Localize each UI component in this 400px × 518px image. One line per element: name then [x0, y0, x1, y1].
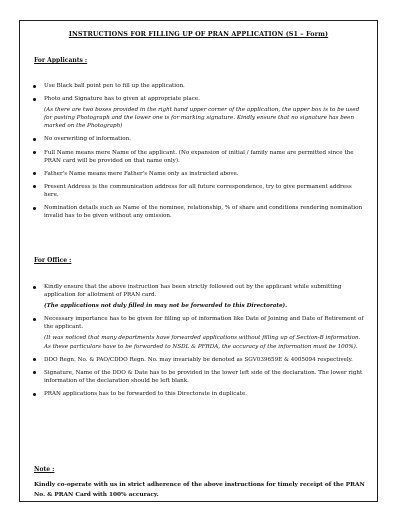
list-item: No overwriting of information.: [32, 135, 365, 143]
bullet-icon: [33, 358, 36, 361]
bullet-icon: [33, 393, 36, 396]
office-heading: For Office :: [34, 257, 72, 264]
item-note: (The applications not duly filled in may not be forwarded to this Directorate).: [44, 303, 288, 310]
list-item: Signature, Name of the DDO & Date has to be provided in the lower left side of the declaration. The lower right information of the declaration should be left blank.: [32, 369, 365, 385]
applicants-heading: For Applicants :: [34, 57, 88, 64]
bullet-icon: [33, 286, 36, 289]
list-item: Photo and Signature has to given at appropriate place. (As there are two boxes provided in the right hand upper corner of the application, the upper box is to be used for pasting Photograph and the lower one is for marking signature. Kindly ensure that no signature has been marked on the Photograph): [32, 95, 365, 130]
bullet-icon: [33, 138, 36, 141]
bullet-icon: [33, 185, 36, 188]
bullet-icon: [33, 207, 36, 210]
item-note: (As there are two boxes provided in the right hand upper corner of the application, the upper box is to be used for pasting Photograph and the lower one is for marking signature. Kindly ensure that no signature has been marked on the Photograph): [44, 107, 360, 130]
list-item: DDO Regn. No. & PAO/CDDO Regn. No. may invariably be denoted as SGV039659E & 4005094 respectively.: [32, 356, 365, 364]
list-item: Use Black ball point pen to fill up the application.: [32, 82, 365, 90]
list-item: Nomination details such as Name of the nominee, relationship, % of share and conditions rendering nomination invalid has to be given without any omission.: [32, 204, 365, 220]
bullet-icon: [33, 151, 36, 154]
note-body: Kindly co-operate with us in strict adherence of the above instructions for timely receipt of the PRAN No. & PRAN Card with 100% accuracy.: [34, 482, 365, 499]
bullet-icon: [33, 85, 36, 88]
note-heading: Note :: [34, 466, 55, 473]
bullet-icon: [33, 371, 36, 374]
bullet-icon: [33, 318, 36, 321]
office-list: [32, 283, 365, 398]
list-item: Full Name means mere Name of the applicant. (No expansion of initial / family name are permitted since the PRAN card will be provided on that name only).: [32, 149, 365, 165]
item-note: (It was noticed that many departments have forwarded applications without filling up of Section-B information. As these particulars have to be forwarded to NSDL & PFRDA, the accuracy of the information must be 100%).: [44, 335, 361, 350]
list-item: Father's Name means mere Father's Name only as instructed above.: [32, 170, 365, 178]
list-item: Kindly ensure that the above instruction has been strictly followed out by the applicant while submitting application for allotment of PRAN card. (The applications not duly filled in may not be forwarded to this Directorate).: [32, 283, 365, 310]
applicants-list: [32, 82, 365, 220]
bullet-icon: [33, 98, 36, 101]
bullet-icon: [33, 172, 36, 175]
page-title: INSTRUCTIONS FOR FILLING UP OF PRAN APPLICATION (S1 – Form): [68, 30, 329, 38]
list-item: Necessary importance has to be given for filling up of information like Date of Joining and Date of Retirement of the applicant. (It was noticed that many departments have forwarded applications without filling up of Section-B information. As these particulars have to be forwarded to NSDL & PFRDA, the accuracy of the information must be 100%).: [32, 315, 365, 350]
list-item: PRAN applications has to be forwarded to this Directorate in duplicate.: [32, 390, 365, 398]
list-item: Present Address is the communication address for all future correspondence, try to give permanent address here.: [32, 183, 365, 199]
document-frame: [19, 20, 378, 502]
